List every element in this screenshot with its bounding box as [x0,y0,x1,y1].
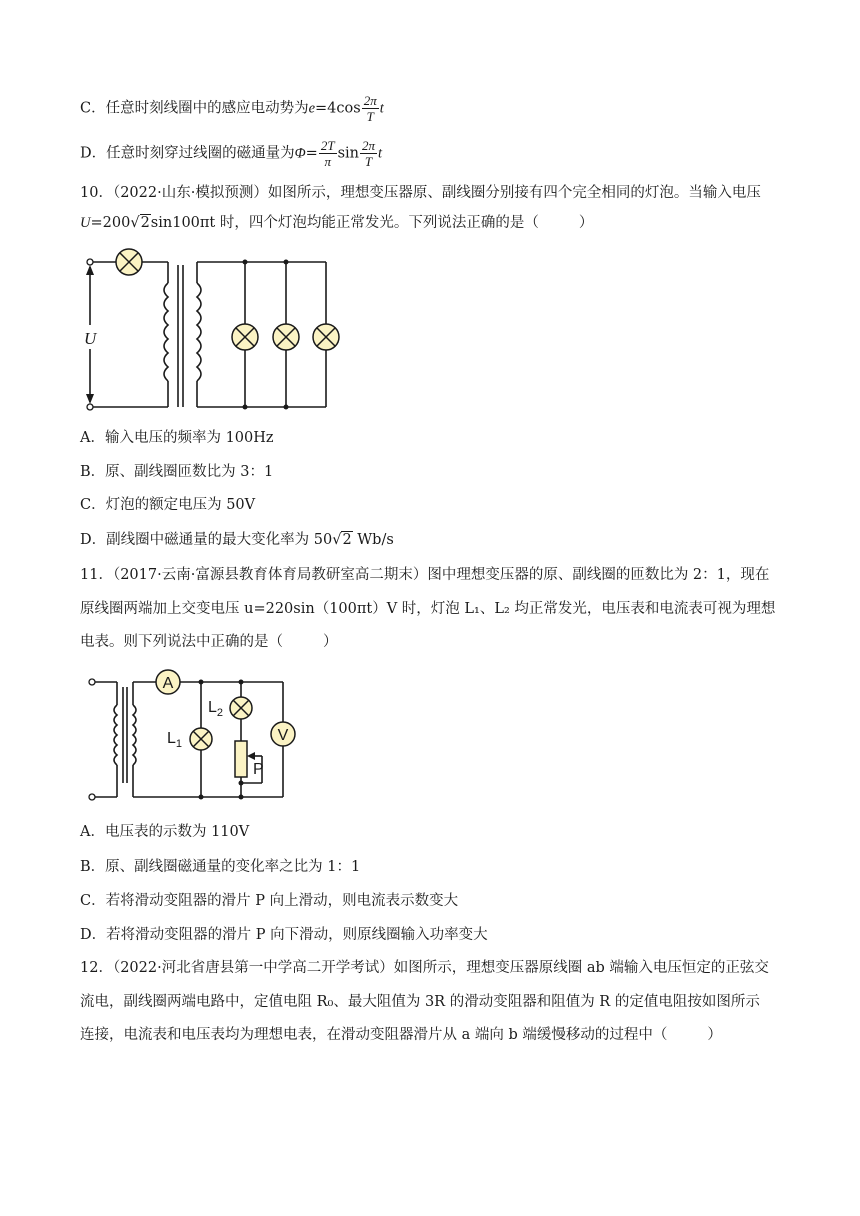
q9-option-d-phi: Φ [294,145,306,162]
q10-option-a: A．输入电压的频率为 100Hz [80,430,274,446]
q10-option-d-sqrt: √2 [332,532,352,548]
q10-junction-dot [284,405,289,410]
q9-option-c-den: T [366,109,374,124]
q10-u-symbol: U [80,215,91,231]
q10-stem-line1: 10．（2022·山东·模拟预测）如图所示，理想变压器原、副线圈分别接有四个完全相同的灯泡。当输入电压 [80,185,761,201]
q9-option-d-den2: T [364,154,373,169]
q9-option-d-den1: π [324,154,331,169]
q10-option-c: C．灯泡的额定电压为 50V [80,497,256,513]
q9-option-c-text: C．任意时刻线圈中的感应电动势为 [80,100,309,117]
q10-stem-line2 [80,213,593,233]
q11-stem-line3-text: 电表。则下列说法中正确的是（ [80,634,283,650]
q11-junction-dot [199,795,204,800]
q12-stem-line1: 12．（2022·河北省唐县第一中学高二开学考试）如图所示，理想变压器原线圈 ab 端输入电压恒定的正弦交 [80,960,769,976]
q11-label-l2: $L_2$ [208,699,224,719]
q11-terminal-bottom [89,794,95,800]
q11-stem-line1: 11．（2017·云南·富源县教育体育局教研室高二期末）图中理想变压器的原、副线圈的匝数比为 2：1，现在 [80,567,770,583]
q10-lamp-primary [116,249,142,275]
q10-arrow-up [86,265,94,275]
q10-stem-rest: sin100πt 时，四个灯泡均能正常发光。下列说法正确的是（ [150,215,539,231]
q11-ammeter-label: A [162,675,174,692]
q11-junction-dot [239,680,244,685]
q11-rheostat [235,741,247,777]
q11-slider-arrow [247,752,255,760]
q12-stem-line2: 流电，副线圈两端电路中，定值电阻 R₀、最大阻值为 3R 的滑动变阻器和阻值为 R 的定值电阻按如图所示 [80,994,760,1010]
q12-stem-line3 [80,1025,722,1045]
q11-label-l1: $L_1$ [167,730,183,750]
q11-junction-dot [239,781,244,786]
q9-option-d-text: D．任意时刻穿过线圈的磁通量为 [80,145,295,162]
q11-voltmeter-label: V [277,727,289,744]
q10-amplitude: =200 [90,215,131,231]
q11-stem-line2: 原线圈两端加上交变电压 u=220sin（100πt）V 时，灯泡 L₁、L₂ 均正常发光，电压表和电流表可视为理想 [80,601,776,617]
q9-option-d-t: t [378,145,383,162]
q9-option-d-num1: 2T [320,138,335,153]
q10-lamp-secondary-3 [313,324,339,350]
q9-option-d-fraction2 [360,138,377,169]
q11-label-p: P [253,761,264,778]
q10-option-d-text: D．副线圈中磁通量的最大变化率为 50 [80,532,333,548]
q11-voltmeter [271,722,295,746]
q11-lamp-l1 [190,728,212,750]
q11-option-a: A．电压表的示数为 110V [80,824,250,840]
q11-paren-close: ） [323,634,338,650]
q9-option-d-eq: = [305,145,318,162]
q11-junction-dot [239,795,244,800]
q10-paren-close: ） [578,215,594,231]
q9-option-c [80,93,384,124]
q12-stem-line3-text: 连接，电流表和电压表均为理想电表，在滑动变阻器滑片从 a 端向 b 端缓慢移动的过程中（ [80,1027,668,1043]
q9-option-c-eq: =4cos [315,100,361,117]
q9-option-d-sin: sin [337,145,359,162]
q10-label-u: U [84,329,97,348]
q11-circuit-diagram [80,665,310,810]
q10-option-d-radicand: 2 [342,532,352,548]
q11-ammeter [156,670,180,694]
q11-lamp-l2 [230,697,252,719]
q10-arrow-down [86,394,94,404]
q9-option-c-num: 2π [363,93,377,108]
q9-option-c-e: e [308,100,316,117]
q10-terminal-bottom [87,404,93,410]
q10-circuit-diagram [80,245,340,415]
q10-lamp-secondary-1 [232,324,258,350]
q11-option-b: B．原、副线圈磁通量的变化率之比为 1：1 [80,859,361,875]
q9-option-d-fraction1 [319,138,337,169]
q10-lamp-secondary-2 [273,324,299,350]
q11-terminal-top [89,679,95,685]
q10-junction-dot [243,405,248,410]
q10-junction-dot [243,260,248,265]
q12-paren-close: ） [707,1027,722,1043]
q11-stem-line3 [80,632,338,652]
q10-option-d-unit: Wb/s [357,532,394,548]
q11-junction-dot [199,680,204,685]
q10-sqrt: √2 [130,215,150,231]
q9-option-c-t: t [379,100,384,117]
q10-option-d [80,530,394,550]
q9-option-d [80,138,382,169]
q9-option-d-num2: 2π [361,138,375,153]
q9-option-c-fraction [362,93,379,124]
q10-terminal-top [87,259,93,265]
q11-option-d: D．若将滑动变阻器的滑片 P 向下滑动，则原线圈输入功率变大 [80,927,488,943]
q11-option-c: C．若将滑动变阻器的滑片 P 向上滑动，则电流表示数变大 [80,893,459,909]
q10-junction-dot [284,260,289,265]
q10-option-b: B．原、副线圈匝数比为 3：1 [80,464,274,480]
q10-sqrt-radicand: 2 [140,215,150,231]
